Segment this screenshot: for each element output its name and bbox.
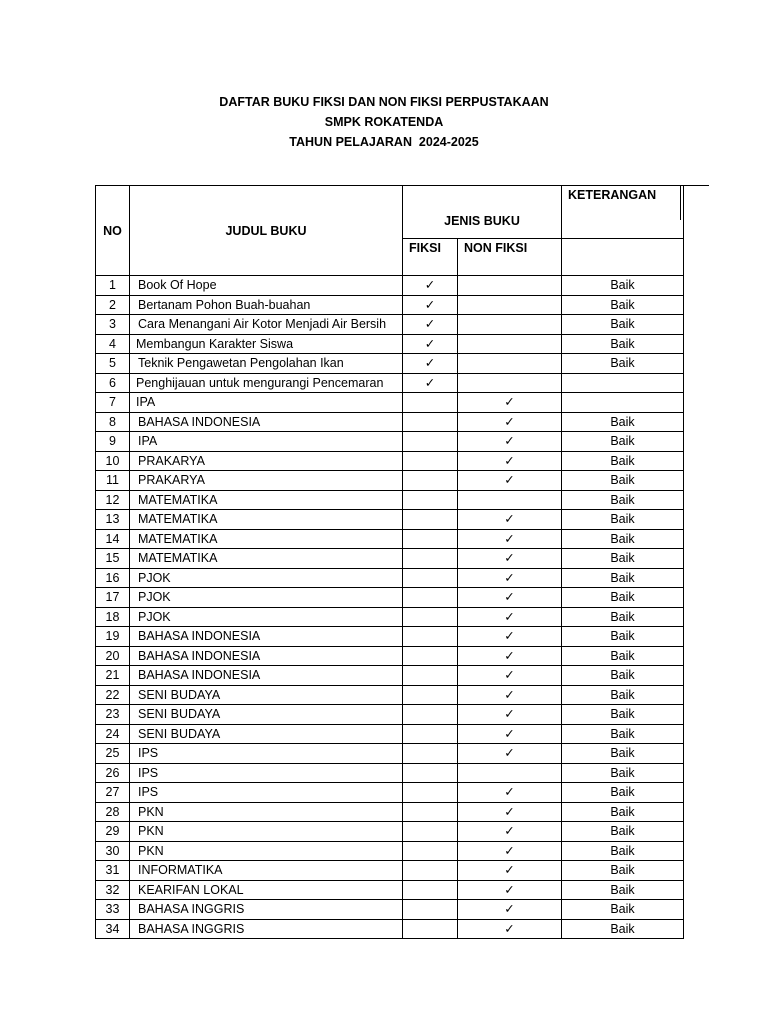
title-line-1: DAFTAR BUKU FIKSI DAN NON FIKSI PERPUSTAKAAN: [219, 95, 549, 109]
check-icon: ✓: [504, 706, 515, 722]
book-list-table: [95, 185, 684, 939]
table-row: [96, 822, 684, 842]
keterangan-cell: Baik: [562, 315, 684, 335]
keterangan-cell: Baik: [562, 900, 684, 920]
fiksi-cell: [403, 724, 458, 744]
non-fiksi-cell: [458, 900, 562, 920]
table-row: [96, 432, 684, 452]
keterangan-cell: Baik: [562, 276, 684, 296]
header-keterangan-blank: [562, 239, 684, 276]
row-number: 1: [96, 276, 130, 296]
book-title: MATEMATIKA: [130, 529, 403, 549]
header-no: NO: [96, 186, 130, 276]
check-icon: ✓: [504, 647, 515, 663]
book-title: BAHASA INGGRIS: [130, 919, 403, 939]
fiksi-cell: [403, 549, 458, 569]
row-number: 11: [96, 471, 130, 491]
title-line-3: TAHUN PELAJARAN 2024-2025: [289, 135, 479, 149]
keterangan-cell: Baik: [562, 568, 684, 588]
row-number: 9: [96, 432, 130, 452]
check-icon: ✓: [504, 784, 515, 800]
non-fiksi-cell: [458, 783, 562, 803]
fiksi-cell: [403, 802, 458, 822]
keterangan-cell: Baik: [562, 607, 684, 627]
row-number: 25: [96, 744, 130, 764]
table-row: [96, 549, 684, 569]
book-title: INFORMATIKA: [130, 861, 403, 881]
row-number: 8: [96, 412, 130, 432]
non-fiksi-cell: [458, 471, 562, 491]
check-icon: ✓: [504, 589, 515, 605]
non-fiksi-cell: [458, 588, 562, 608]
check-icon: ✓: [424, 355, 436, 371]
non-fiksi-cell: [458, 432, 562, 452]
keterangan-cell: Baik: [562, 802, 684, 822]
table-row: [96, 666, 684, 686]
table-row: [96, 451, 684, 471]
table-row: [96, 685, 684, 705]
fiksi-cell: [403, 471, 458, 491]
table-row: [96, 724, 684, 744]
check-icon: ✓: [424, 316, 436, 332]
non-fiksi-cell: [458, 724, 562, 744]
fiksi-cell: [403, 880, 458, 900]
non-fiksi-cell: [458, 646, 562, 666]
keterangan-cell: Baik: [562, 354, 684, 374]
row-number: 4: [96, 334, 130, 354]
non-fiksi-cell: [458, 880, 562, 900]
book-title: KEARIFAN LOKAL: [130, 880, 403, 900]
non-fiksi-cell: [458, 568, 562, 588]
row-number: 13: [96, 510, 130, 530]
book-title: BAHASA INGGRIS: [130, 900, 403, 920]
non-fiksi-cell: [458, 354, 562, 374]
fiksi-cell: [403, 354, 458, 374]
check-icon: ✓: [504, 530, 515, 546]
non-fiksi-cell: [458, 315, 562, 335]
non-fiksi-cell: [458, 705, 562, 725]
non-fiksi-cell: [458, 607, 562, 627]
fiksi-cell: [403, 744, 458, 764]
table-row: [96, 588, 684, 608]
fiksi-cell: [403, 315, 458, 335]
book-title: BAHASA INDONESIA: [130, 627, 403, 647]
row-number: 33: [96, 900, 130, 920]
table-row: [96, 627, 684, 647]
row-number: 29: [96, 822, 130, 842]
keterangan-cell: Baik: [562, 412, 684, 432]
book-title: PJOK: [130, 588, 403, 608]
keterangan-cell: Baik: [562, 705, 684, 725]
book-title: PJOK: [130, 568, 403, 588]
fiksi-cell: [403, 627, 458, 647]
table-row: [96, 393, 684, 413]
check-icon: ✓: [504, 881, 515, 897]
table-row: [96, 919, 684, 939]
table-row: [96, 802, 684, 822]
table-row: [96, 705, 684, 725]
table-row: [96, 880, 684, 900]
fiksi-cell: [403, 276, 458, 296]
row-number: 16: [96, 568, 130, 588]
book-title: Cara Menangani Air Kotor Menjadi Air Bersih: [130, 315, 403, 335]
table-row: [96, 529, 684, 549]
non-fiksi-cell: [458, 763, 562, 783]
non-fiksi-cell: [458, 412, 562, 432]
check-icon: ✓: [504, 550, 515, 566]
non-fiksi-cell: [458, 802, 562, 822]
keterangan-cell: Baik: [562, 588, 684, 608]
fiksi-cell: [403, 451, 458, 471]
keterangan-cell: Baik: [562, 880, 684, 900]
header-non-fiksi: NON FIKSI: [458, 239, 562, 276]
check-icon: ✓: [504, 569, 515, 585]
book-title: SENI BUDAYA: [130, 705, 403, 725]
row-number: 18: [96, 607, 130, 627]
book-title: PKN: [130, 822, 403, 842]
table-row: [96, 646, 684, 666]
book-title: Bertanam Pohon Buah-buahan: [130, 295, 403, 315]
keterangan-cell: Baik: [562, 685, 684, 705]
row-number: 5: [96, 354, 130, 374]
table-row: [96, 354, 684, 374]
keterangan-cell: [562, 373, 684, 393]
book-title: MATEMATIKA: [130, 549, 403, 569]
non-fiksi-cell: [458, 744, 562, 764]
book-title: PJOK: [130, 607, 403, 627]
fiksi-cell: [403, 607, 458, 627]
book-title: PRAKARYA: [130, 471, 403, 491]
check-icon: ✓: [504, 803, 515, 819]
non-fiksi-cell: [458, 861, 562, 881]
check-icon: ✓: [504, 413, 515, 429]
check-icon: ✓: [504, 686, 515, 702]
table-row: [96, 373, 684, 393]
book-title: BAHASA INDONESIA: [130, 646, 403, 666]
check-icon: ✓: [504, 842, 515, 858]
row-number: 26: [96, 763, 130, 783]
keterangan-cell: Baik: [562, 822, 684, 842]
document-title: [0, 92, 768, 152]
check-icon: ✓: [424, 296, 436, 312]
keterangan-cell: Baik: [562, 295, 684, 315]
row-number: 17: [96, 588, 130, 608]
fiksi-cell: [403, 919, 458, 939]
check-icon: ✓: [504, 745, 515, 761]
check-icon: ✓: [424, 335, 436, 351]
row-number: 21: [96, 666, 130, 686]
non-fiksi-cell: [458, 841, 562, 861]
non-fiksi-cell: [458, 666, 562, 686]
check-icon: ✓: [504, 901, 515, 917]
fiksi-cell: [403, 393, 458, 413]
non-fiksi-cell: [458, 627, 562, 647]
book-title: MATEMATIKA: [130, 510, 403, 530]
keterangan-cell: [562, 393, 684, 413]
row-number: 24: [96, 724, 130, 744]
row-number: 10: [96, 451, 130, 471]
table-row: [96, 841, 684, 861]
non-fiksi-cell: [458, 529, 562, 549]
keterangan-cell: Baik: [562, 549, 684, 569]
table-row: [96, 295, 684, 315]
row-number: 27: [96, 783, 130, 803]
row-number: 30: [96, 841, 130, 861]
row-number: 12: [96, 490, 130, 510]
keterangan-cell: Baik: [562, 334, 684, 354]
fiksi-cell: [403, 295, 458, 315]
table-row: [96, 276, 684, 296]
check-icon: ✓: [504, 862, 515, 878]
check-icon: ✓: [504, 394, 515, 410]
keterangan-cell: Baik: [562, 627, 684, 647]
table-row: [96, 471, 684, 491]
book-title: BAHASA INDONESIA: [130, 412, 403, 432]
book-title: PRAKARYA: [130, 451, 403, 471]
non-fiksi-cell: [458, 393, 562, 413]
fiksi-cell: [403, 432, 458, 452]
table-row: [96, 510, 684, 530]
check-icon: ✓: [424, 374, 436, 390]
table-row: [96, 744, 684, 764]
fiksi-cell: [403, 822, 458, 842]
book-title: PKN: [130, 802, 403, 822]
table-row: [96, 412, 684, 432]
fiksi-cell: [403, 646, 458, 666]
keterangan-cell: Baik: [562, 529, 684, 549]
book-title: Penghijauan untuk mengurangi Pencemaran: [130, 373, 403, 393]
non-fiksi-cell: [458, 490, 562, 510]
header-jenis-buku: JENIS BUKU: [403, 186, 562, 239]
fiksi-cell: [403, 900, 458, 920]
keterangan-cell: Baik: [562, 510, 684, 530]
book-title: Membangun Karakter Siswa: [130, 334, 403, 354]
non-fiksi-cell: [458, 822, 562, 842]
book-title: IPA: [130, 393, 403, 413]
header-judul-buku: JUDUL BUKU: [130, 186, 403, 276]
row-number: 20: [96, 646, 130, 666]
table-row: [96, 568, 684, 588]
book-title: IPA: [130, 432, 403, 452]
book-title: PKN: [130, 841, 403, 861]
keterangan-cell: Baik: [562, 490, 684, 510]
non-fiksi-cell: [458, 295, 562, 315]
header-keterangan: KETERANGAN: [562, 186, 684, 239]
keterangan-cell: Baik: [562, 432, 684, 452]
keterangan-cell: Baik: [562, 783, 684, 803]
table-row: [96, 315, 684, 335]
fiksi-cell: [403, 490, 458, 510]
check-icon: ✓: [504, 608, 515, 624]
table-row: [96, 900, 684, 920]
non-fiksi-cell: [458, 510, 562, 530]
fiksi-cell: [403, 705, 458, 725]
check-icon: ✓: [504, 823, 515, 839]
non-fiksi-cell: [458, 334, 562, 354]
table-row: [96, 861, 684, 881]
fiksi-cell: [403, 841, 458, 861]
fiksi-cell: [403, 861, 458, 881]
fiksi-cell: [403, 568, 458, 588]
keterangan-cell: Baik: [562, 724, 684, 744]
check-icon: ✓: [504, 667, 515, 683]
table-row: [96, 490, 684, 510]
row-number: 14: [96, 529, 130, 549]
fiksi-cell: [403, 763, 458, 783]
non-fiksi-cell: [458, 276, 562, 296]
check-icon: ✓: [504, 472, 515, 488]
row-number: 31: [96, 861, 130, 881]
row-number: 19: [96, 627, 130, 647]
fiksi-cell: [403, 783, 458, 803]
row-number: 32: [96, 880, 130, 900]
check-icon: ✓: [504, 725, 515, 741]
fiksi-cell: [403, 510, 458, 530]
non-fiksi-cell: [458, 685, 562, 705]
check-icon: ✓: [504, 628, 515, 644]
keterangan-cell: Baik: [562, 471, 684, 491]
book-title: MATEMATIKA: [130, 490, 403, 510]
row-number: 28: [96, 802, 130, 822]
keterangan-cell: Baik: [562, 861, 684, 881]
keterangan-cell: Baik: [562, 666, 684, 686]
row-number: 2: [96, 295, 130, 315]
check-icon: ✓: [504, 433, 515, 449]
table-row: [96, 607, 684, 627]
row-number: 22: [96, 685, 130, 705]
check-icon: ✓: [504, 511, 515, 527]
keterangan-cell: Baik: [562, 451, 684, 471]
book-title: SENI BUDAYA: [130, 685, 403, 705]
check-icon: ✓: [504, 452, 515, 468]
table-row: [96, 334, 684, 354]
keterangan-cell: Baik: [562, 744, 684, 764]
fiksi-cell: [403, 588, 458, 608]
table-row: [96, 783, 684, 803]
remarks-header-extension: [680, 185, 709, 220]
fiksi-cell: [403, 334, 458, 354]
fiksi-cell: [403, 666, 458, 686]
non-fiksi-cell: [458, 373, 562, 393]
row-number: 6: [96, 373, 130, 393]
book-title: IPS: [130, 783, 403, 803]
table-body: [96, 276, 684, 939]
keterangan-cell: Baik: [562, 763, 684, 783]
row-number: 15: [96, 549, 130, 569]
row-number: 23: [96, 705, 130, 725]
non-fiksi-cell: [458, 919, 562, 939]
book-title: BAHASA INDONESIA: [130, 666, 403, 686]
row-number: 3: [96, 315, 130, 335]
keterangan-cell: Baik: [562, 919, 684, 939]
book-title: SENI BUDAYA: [130, 724, 403, 744]
header-fiksi: FIKSI: [403, 239, 458, 276]
keterangan-cell: Baik: [562, 646, 684, 666]
check-icon: ✓: [424, 277, 436, 293]
row-number: 34: [96, 919, 130, 939]
fiksi-cell: [403, 685, 458, 705]
fiksi-cell: [403, 412, 458, 432]
check-icon: ✓: [504, 920, 515, 936]
title-line-2: SMPK ROKATENDA: [324, 115, 444, 129]
book-title: Book Of Hope: [130, 276, 403, 296]
non-fiksi-cell: [458, 451, 562, 471]
book-title: IPS: [130, 744, 403, 764]
row-number: 7: [96, 393, 130, 413]
book-title: IPS: [130, 763, 403, 783]
fiksi-cell: [403, 373, 458, 393]
non-fiksi-cell: [458, 549, 562, 569]
book-title: Teknik Pengawetan Pengolahan Ikan: [130, 354, 403, 374]
keterangan-cell: Baik: [562, 841, 684, 861]
table-row: [96, 763, 684, 783]
fiksi-cell: [403, 529, 458, 549]
